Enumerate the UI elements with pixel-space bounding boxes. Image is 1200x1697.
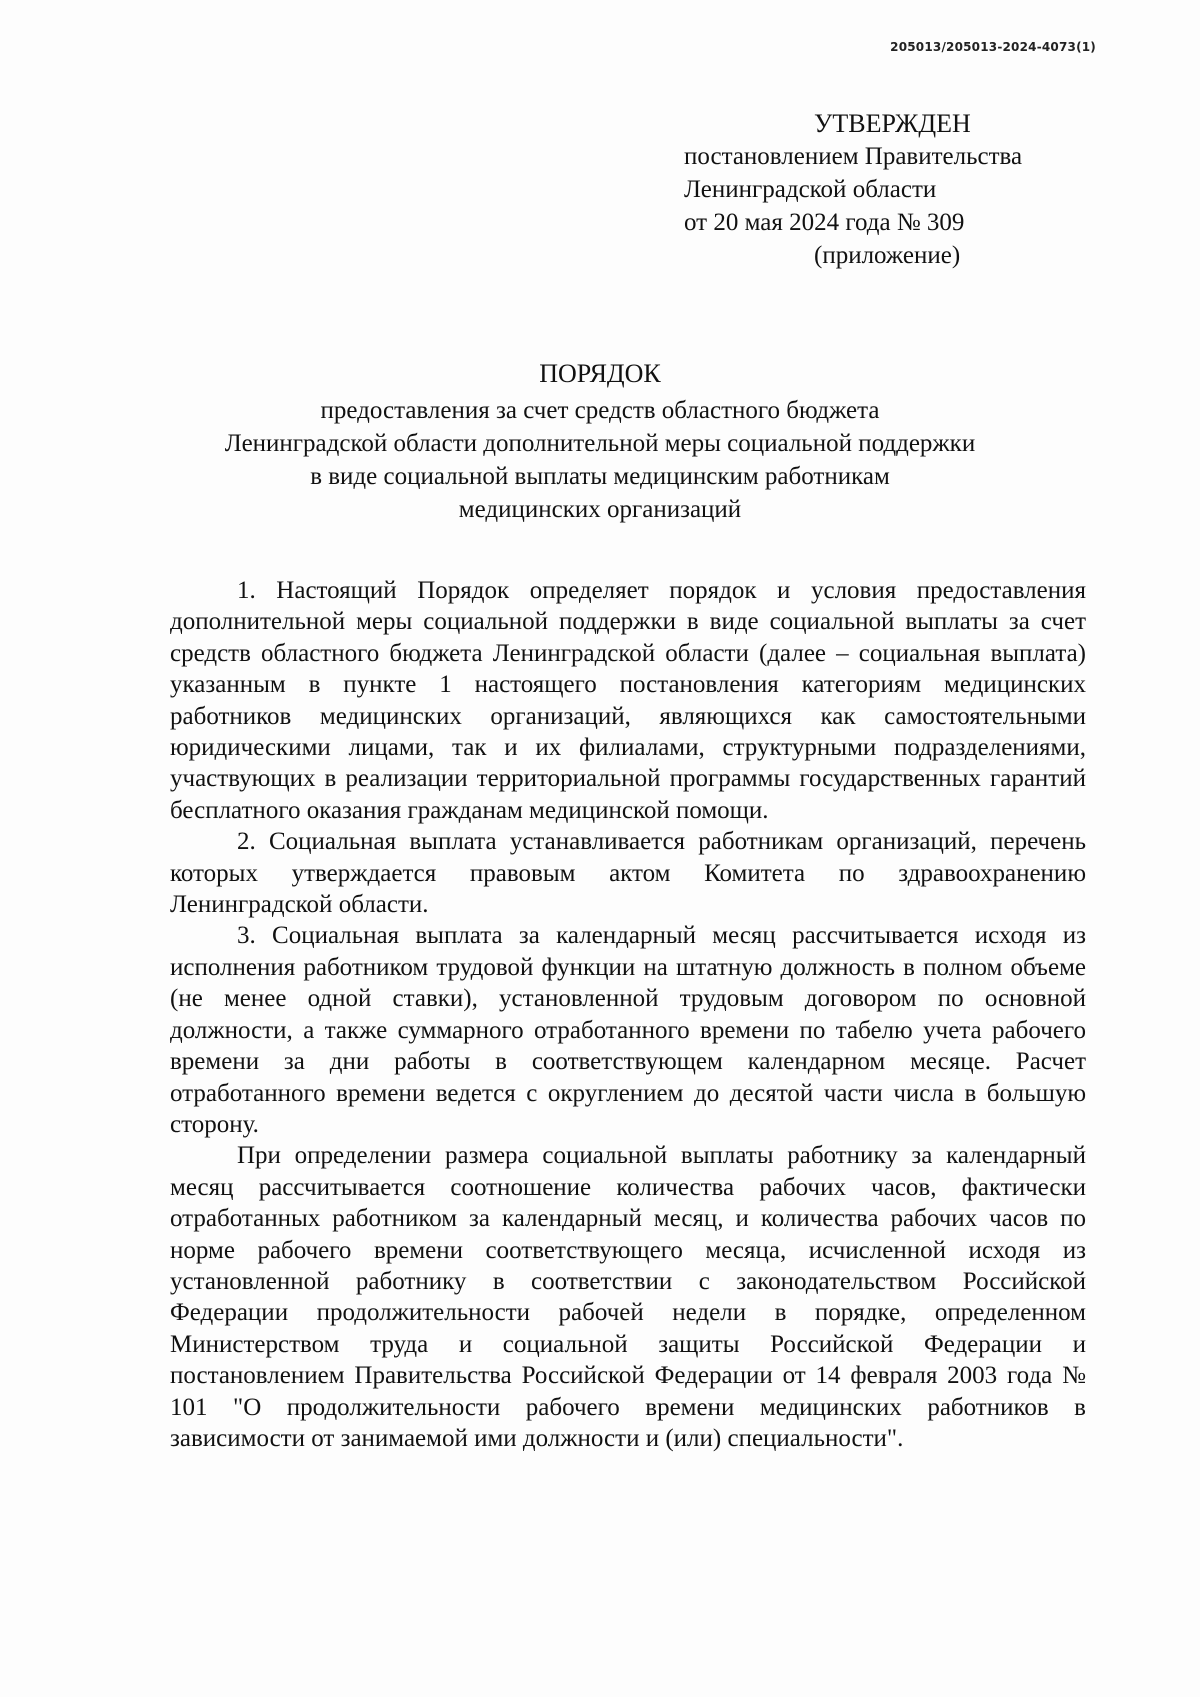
document-body <box>170 575 1086 1454</box>
approval-line-3: от 20 мая 2024 года № 309 <box>684 209 965 236</box>
approval-heading: УТВЕРЖДЕН <box>814 109 971 138</box>
paragraph-2: 2. Социальная выплата устанавливается работникам организаций, перечень которых утверждается правовым актом Комитета по здравоохранению Ленинградской области. <box>170 828 1086 919</box>
subtitle-line: предоставления за счет средств областного бюджета <box>320 397 880 424</box>
paragraph-4: При определении размера социальной выплаты работнику за календарный месяц рассчитывается соотношение количества рабочих часов, фактически отработанных работником за календарный месяц, и количества рабочих часов по норме рабочего времени соответствующего месяца, исчисленной исходя из установленной работнику в соответствии с законодательством Российской Федерации продолжительности рабочей недели в порядке, определенном Министерством труда и социальной защиты Российской Федерации и постановлением Правительства Российской Федерации от 14 февраля 2003 года № 101 "О продолжительности рабочего времени медицинских работников в зависимости от занимаемой ими должности и (или) специальности". <box>170 1142 1086 1452</box>
document-title-block <box>100 357 1100 526</box>
subtitle-line: медицинских организаций <box>458 496 742 523</box>
approval-stamp <box>684 107 1104 272</box>
approval-line-2: Ленинградской области <box>684 176 937 203</box>
approval-annex: (приложение) <box>814 242 961 269</box>
document-title: ПОРЯДОК <box>539 359 661 388</box>
paragraph-1: 1. Настоящий Порядок определяет порядок и условия предоставления дополнительной меры социальной поддержки в виде социальной выплаты за счет средств областного бюджета Ленинградской области (далее – социальная выплата) указанным в пункте 1 настоящего постановления категориям медицинских работников медицинских организаций, являющихся как самостоятельными юридическими лицами, так и их филиалами, структурными подразделениями, участвующих в реализации территориальной программы государственных гарантий бесплатного оказания гражданам медицинской помощи. <box>170 577 1086 824</box>
subtitle-line: в виде социальной выплаты медицинским работникам <box>310 463 890 490</box>
document-id: 205013/205013-2024-4073(1) <box>890 40 1096 54</box>
paragraph-3: 3. Социальная выплата за календарный месяц рассчитывается исходя из исполнения работником трудовой функции на штатную должность в полном объеме (не менее одной ставки), установленной трудовым договором по основной должности, а также суммарного отработанного времени по табелю учета рабочего времени за дни работы в соответствующем календарном месяце. Расчет отработанного времени ведется с округлением до десятой части числа в большую сторону. <box>170 922 1086 1138</box>
approval-line-1: постановлением Правительства <box>684 143 1023 170</box>
subtitle-line: Ленинградской области дополнительной меры социальной поддержки <box>224 430 976 457</box>
